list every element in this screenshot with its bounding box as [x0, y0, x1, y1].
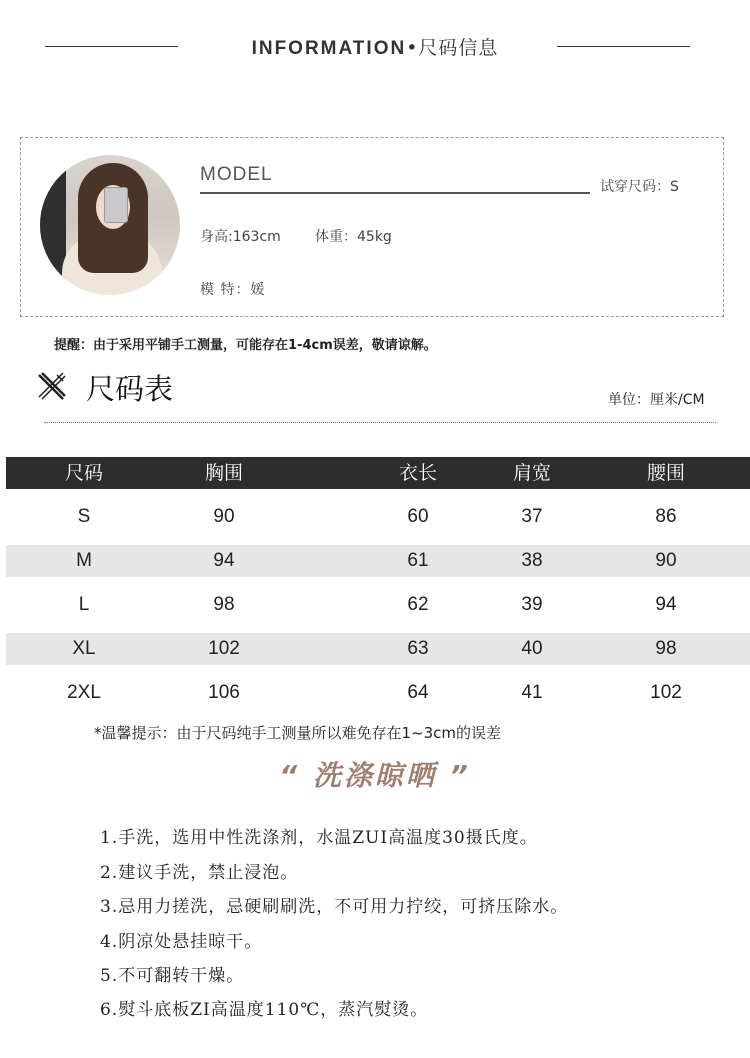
care-instruction: 5.不可翻转干燥。: [100, 966, 245, 986]
table-cell: 61: [407, 550, 429, 571]
table-row: [6, 589, 750, 621]
table-cell: 94: [213, 550, 235, 571]
table-header: [6, 457, 750, 489]
model-weight: 体重：45kg: [315, 229, 392, 245]
cross-icon: [36, 370, 68, 402]
model-avatar: [40, 155, 180, 295]
measurement-notice: 提醒：由于采用平铺手工测量，可能存在1-4cm误差，敬请谅解。: [54, 338, 437, 353]
title-english: INFORMATION: [251, 38, 407, 59]
table-cell: 90: [655, 550, 677, 571]
table-row: [6, 633, 750, 665]
care-instruction: 6.熨斗底板ZI高温度110℃，蒸汽熨烫。: [100, 1000, 429, 1020]
column-header-shoulder: 肩宽: [512, 462, 552, 484]
care-instruction: 1.手洗，选用中性洗涤剂，水温ZUI高温度30摄氏度。: [100, 828, 538, 848]
care-instruction: 3.忌用力搓洗，忌硬刷刷洗，不可用力拧绞，可挤压除水。: [100, 897, 569, 917]
table-cell: 62: [407, 594, 429, 615]
table-cell: 106: [208, 682, 240, 703]
section-title-information: [0, 33, 750, 60]
table-cell: 102: [208, 638, 240, 659]
table-cell: S: [77, 506, 91, 527]
table-cell: 38: [521, 550, 543, 571]
column-header-chest: 胸围: [204, 462, 244, 484]
table-cell: 98: [655, 638, 677, 659]
table-cell: XL: [72, 638, 96, 659]
table-cell: 64: [407, 682, 429, 703]
table-cell: 60: [407, 506, 429, 527]
title-chinese: 尺码信息: [418, 37, 499, 59]
table-cell: L: [78, 594, 90, 615]
table-cell: 98: [213, 594, 235, 615]
size-chart-title: 尺码表: [86, 372, 174, 406]
column-header-size: 尺码: [64, 462, 104, 484]
care-instruction: 2.建议手洗，禁止浸泡。: [100, 863, 299, 883]
size-tip: *温馨提示：由于尺码纯手工测量所以难免存在1~3cm的误差: [94, 724, 502, 742]
table-cell: 40: [521, 638, 543, 659]
size-chart-unit: 单位：厘米/CM: [608, 392, 705, 408]
table-cell: 37: [521, 506, 543, 527]
table-cell: 94: [655, 594, 677, 615]
table-cell: 2XL: [67, 682, 101, 703]
column-header-length: 衣长: [398, 462, 438, 484]
table-cell: 41: [521, 682, 543, 703]
table-cell: 63: [407, 638, 429, 659]
dotted-divider: [44, 422, 716, 423]
wash-section-title: “ 洗涤晾晒 ”: [279, 759, 471, 792]
try-size: 试穿尺码：S: [600, 179, 679, 195]
table-cell: 39: [521, 594, 543, 615]
model-name: 模 特：媛: [200, 282, 266, 298]
model-height: 身高:163cm: [200, 229, 281, 245]
title-separator: •: [406, 37, 419, 59]
table-row: [6, 501, 750, 533]
table-row: [6, 545, 750, 577]
model-underline: [200, 192, 590, 194]
table-cell: 90: [213, 506, 235, 527]
table-cell: 86: [655, 506, 677, 527]
column-header-waist: 腰围: [646, 462, 686, 484]
table-cell: M: [76, 550, 92, 571]
table-row: [6, 677, 750, 709]
table-cell: 102: [650, 682, 682, 703]
care-instruction: 4.阴凉处悬挂晾干。: [100, 932, 263, 952]
model-label: MODEL: [200, 164, 273, 185]
